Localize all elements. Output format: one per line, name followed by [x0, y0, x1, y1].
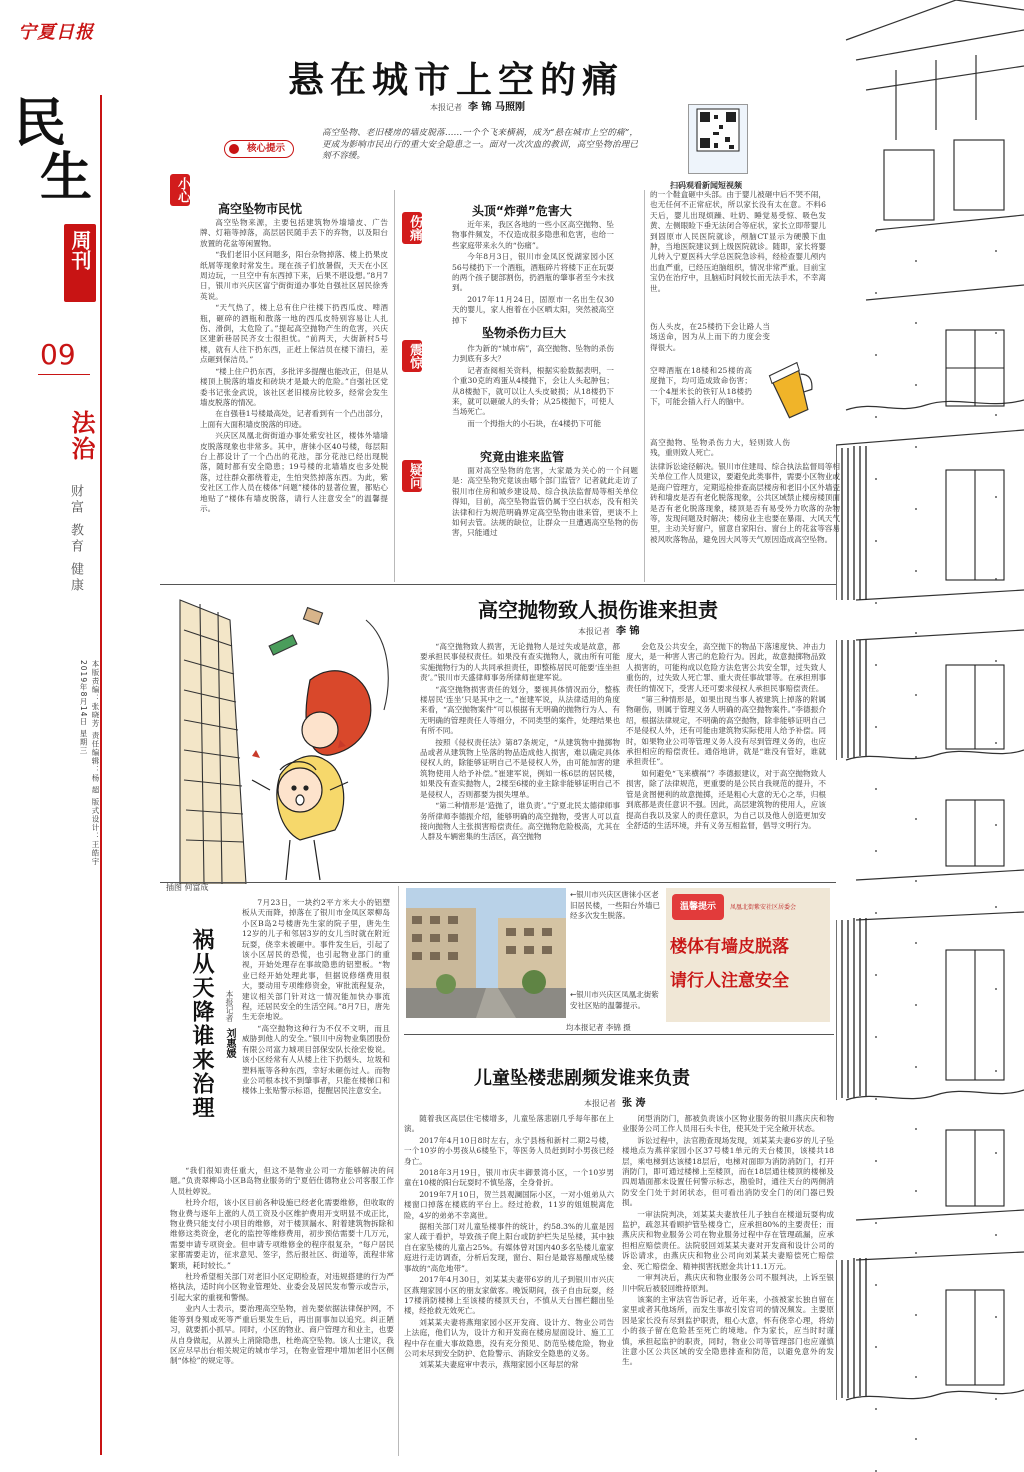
page-number: 09	[40, 338, 76, 371]
a6-p4: 杜玲介绍，该小区目前各种设施已经老化需要维修，但收取的物业费与逐年上涨的人员工资及小区维护费用开支明显不成正比，物业费只能支付小项目的维修，对于楼顶漏水、附着建筑物拆除和维修这类资金，老化的监控等维修费用，初步预估需要十几万元，需要申请专项资金。但申请专项维修金的程序很复杂，“每户居民家都需要走访，征求意见、签字，然后报社区、街道等，流程非常繁琐，耗时较长。”	[170, 1198, 394, 1270]
a7-c1-p6: 2017年4月30日，刘某某夫妻带6岁的儿子到银川市兴庆区燕翔家园小区的朋友家做客。晚饭期间，孩子自由玩耍，经17楼消防楼梯上至该楼的楼顶天台，不慎从天台围栏翻出坠楼，经抢救无效死亡。	[404, 1275, 614, 1316]
a1-p4: “楼上住户扔东西，多批评多提醒也能改正，但是从楼顶上脱落的墙皮和砖块才是最大的危险。”自强社区党委书记张金武说，该社区老旧楼房比较多，经常会发生墙皮脱落的情况。	[200, 366, 388, 407]
building-sketch-illustration	[836, 0, 1024, 1472]
a3-continued-3: 高空抛物、坠物杀伤力大，轻则致人伤残，重则致人死亡。	[650, 438, 790, 458]
sign-header	[672, 894, 724, 920]
a7-col1	[404, 1114, 614, 1454]
weekly-label: 周刊	[68, 230, 92, 270]
a1-p1: 高空坠物来源，主要包括建筑物外墙墙皮、广告牌、灯箱等掉落，高层居民随手丢下的弃物，以及阳台放置的花盆等闲置物。	[200, 218, 388, 248]
a1-heading: 高空坠物市民忧	[218, 202, 303, 216]
tag-zhenjing: 震惊	[402, 340, 422, 372]
a4-p1: 面对高空坠物的危害，大家最为关心的一个问题是：高空坠物究竟该由哪个部门监管？记者就此走访了银川市住房和城乡建设局、综合执法监督局等相关单位得知，目前，高空坠物监管仍属于空白状态，没有相关法律和行为规范明确界定高空坠物由谁来管，更谈不上如何去管。法规的缺位，让群众一旦遭遇高空坠物的伤害，只能通过	[452, 466, 638, 538]
weekly-badge	[64, 224, 96, 302]
a5-byline	[578, 622, 639, 637]
a5-c1-p1: “高空抛物致人损害，无论抛物人是过失或是故意，都要承担民事侵权责任。如果没有查实抛物人，就由所有可能实施抛物行为的人共同承担责任，即整栋居民可能要‘连坐担责’。”银川市天盛律师事务所律师崔建军说。	[420, 642, 620, 683]
a4-body	[452, 466, 638, 578]
a7-byline-label: 本报记者	[584, 1099, 616, 1108]
a2-heading: 头顶“炸弹”危害大	[472, 204, 572, 218]
main-byline	[430, 98, 525, 113]
masthead-logo: 宁夏日报	[18, 22, 94, 43]
a6-body	[242, 898, 390, 1166]
a7-c2-p5: 该案的主审法官告诉记者，近年来，小孩被家长独自留在家里或者其他场所，而发生事故引发官司的情况频发。主要原因是家长没有尽到监护职责，粗心大意，怀有侥幸心理，将幼小的孩子留在危险甚至死亡的境地。作为家长，应当时时谨慎，承担起监护的职责，同时，物业公司等管理部门也应谨慎注意小区公共区域的安全隐患排查和防范，以避免意外的发生。	[622, 1294, 834, 1367]
core-tag	[224, 140, 294, 158]
falling-cup-illustration	[760, 352, 820, 422]
a7-c2-p3: 一审法院判决，刘某某夫妻放任儿子独自在楼道玩耍构成监护，疏忽其看顾护管坠楼身亡，应承担80%的主要责任；而燕庆庆和物业服务公司在物业服务过程中存在管理疏漏，应承担相应赔偿责任。法院驳回刘某某夫妻对开发商和设计公司的诉讼请求，由燕庆庆和物业公司向刘某某夫妻赔偿死亡赔偿金、死亡赔偿金、精神损害抚慰金共计11.1万元。	[622, 1209, 834, 1271]
a3-p2: 记者查阅相关资料，根据实验数据表明，一个重30克的鸡蛋从4楼抛下，会让人头起肿包；从8楼抛下，就可以让人头皮破损；从18楼扔下来，就可以砸破人的头骨；从25楼抛下，可使人当场死亡。	[452, 365, 614, 417]
a4-heading: 究竟由谁来监管	[480, 450, 565, 464]
photo-credit: 均本报记者 李锦 摄	[566, 1023, 631, 1032]
a2-p2: 今年8月3日，银川市金凤区悦湖家园小区56号楼扔下一个酒瓶，酒瓶碎片将楼下正在玩耍的两个孩子腿部割伤，扔酒瓶的肇事者至今未找到。	[452, 252, 614, 293]
a6-byline-label: 本报记者	[225, 990, 234, 1022]
tag-xiaoxin: 小心	[170, 174, 190, 206]
photo2-caption: ←银川市兴庆区凤凰北街紫安社区贴的温馨提示。	[570, 990, 659, 1010]
a1-p5: 在自强巷1号楼最高处，记者看到有一个凸出部分，上面有大面积墙皮脱落的印迹。	[200, 409, 388, 429]
a6-body-lower	[170, 1166, 394, 1456]
a7-c2-p2: 诉讼过程中，法官勘查现场发现，刘某某夫妻6岁的儿子坠楼地点为燕祥家园小区37号楼1单元的天台楼顶，该楼共18层，乘电梯到达该楼18层后，电梯对面即为消防消防门，打开消防门，即可通过楼梯上至楼顶，而在18层通往楼顶的楼梯及四周墙面都未设置任何警示标志，勘验时，通往天台的两侧消防安全门处于封闭状态，但可看出消防安全门的闭门器已毁损。	[622, 1135, 834, 1208]
a7-byline-name: 张 涛	[622, 1098, 646, 1109]
qr-caption: 扫码观看新闻短视频	[670, 181, 742, 190]
a3-p1: 作为新的“城市病”，高空抛物、坠物的杀伤力到底有多大？	[452, 344, 614, 364]
a5-c2-p2: “第三种情形是，如果出现当事人被建筑上掉落的附属物砸伤，则属于管理义务人明确的高空抛物案件。”李德振介绍，根据法律规定，不明确的高空抛物，除非能够证明自己不是侵权人外，还有可能由建筑物实际使用人给予补偿。同时，如果物业公司等管理义务人没有尽到管理义务的，也应承担相应的赔偿责任。通俗地讲，就是“谁没有管好，谁就承担责任”。	[626, 695, 826, 767]
a7-c2-p4: 一审判决后，燕庆庆和物业服务公司不服判决，上诉至银川中院后被驳回维持原判。	[622, 1273, 834, 1293]
a5-title: 高空抛物致人损伤谁来担责	[478, 598, 718, 622]
a7-c1-p2: 2017年4月10日8时左右，永宁县杨和新村二期2号楼，一个10岁的小男孩从6楼坠下，等医务人员赶到时小男孩已经身亡。	[404, 1135, 614, 1166]
a3-p3: 而一个拇指大的小石块，在4楼扔下可能	[467, 418, 602, 428]
core-tag-label: 核心提示	[247, 143, 286, 154]
a5-c1-p4: “第二种情形是‘造抛了，谁负责’。”宁夏北民太德律师事务所律师李德振介绍，能够明确的高空抛物，受害人可以直接向抛物人主张损害赔偿责任。高空抛物危险极高，尤其在人群及车辆密集的生活区，高空抛物	[420, 801, 620, 842]
qr-code[interactable]	[688, 104, 748, 174]
a3-heading: 坠物杀伤力巨大	[482, 326, 567, 340]
sign-line-2: 楼体有墙皮脱落	[670, 937, 789, 957]
sign-line-3: 请行人注意安全	[670, 971, 789, 991]
a2-body	[452, 220, 614, 334]
a5-c1-p2: “高空抛物损害责任的划分，要视具体情况而分，整栋楼居民‘连坐’只是其中之一。”崔建军说，从法律适用的角度来看，“高空抛物案件”可以根据有无明确的抛物行为人、有无明确的管理责任人等细分，不同类型的案件，处理结果也有所不同。	[420, 684, 620, 736]
a7-c1-p1: 随着我区高层住宅楼增多，儿童坠落悲剧几乎每年都在上演。	[404, 1114, 614, 1134]
main-byline-names: 李 锦 马照刚	[468, 102, 525, 113]
a7-c2-p1: 闭型消防门，都被负责该小区物业服务的银川燕庆庆和物业服务公司工作人员用石头卡住，使其处于完全敞开状态。	[622, 1114, 834, 1134]
a7-c1-p5: 据相关部门对儿童坠楼事件的统计，约58.3%的儿童是因家人疏于看护，导致孩子爬上阳台或防护栏失足坠楼，其中独自在家坠楼的儿童占25%。有媒体曾对国内40多名坠楼儿童家庭进行走访调查，分析后发现，窗台、阳台是最容易酿成坠楼事故的“高危地带”。	[404, 1222, 614, 1273]
a5-c2-p1: 会危及公共安全，高空抛下的物品下落速度快、冲击力度大，是一种害人害己的危险行为。因此，故意抛掷物品致人损害的，可能构成以危险方法危害公共安全罪，过失致人重伤的，过失致人死亡罪、重大责任事故罪等。在承担刑事责任的情况下，受害人还可要求侵权人承担民事赔偿责任。	[626, 642, 826, 693]
a2-p1: 近年来，我区各地的一些小区高空抛物、坠物事件频发，不仅造成很多隐患和危害，也给一些家庭带来永久的“伤痛”。	[452, 220, 614, 250]
falling-objects-illustration	[160, 590, 410, 884]
a3-continued-2: 空啤酒瓶在18楼和25楼的高度抛下，均可造成致命伤害；一个4厘米长的铁钉从18楼扔下，可能会插入行人的脑中。	[650, 366, 752, 407]
a5-c1-p3: 按照《侵权责任法》第87条规定，“从建筑物中抛掷物品或者从建筑物上坠落的物品造成他人损害，难以确定具体侵权人的，除能够证明自己不是侵权人外，由可能加害的建筑物使用人给予补偿。”崔建军说，例如一栋6层的居民楼，如果没有查实抛物人，2楼至6楼的业主除非能够证明自己不是侵权人，否则都要为损失埋单。	[420, 737, 620, 799]
a6-p3: “我们很知责任重大，但这不是物业公司一方能够解决的问题。”负责翠柳岛小区B岛物业服务的宁夏佰仕德物业公司客服工作人员杜婷说。	[170, 1166, 394, 1196]
a1-p6: 兴庆区凤凰北街街道办事处紫安社区，楼体外墙墙皮脱落现象也非常多。其中，唐徕小区40号楼，每层阳台上都设计了一个凸出的花池，部分花池已经出现脱落，随时都有安全隐患；19号楼的北墙墙皮也多处脱落，过往群众都绕着走，生怕突然掉落东西。为此，紫安社区工作人员在楼体“问题”楼体的显著位置，都贴心地贴了“楼体有墙皮脱落，请行人注意安全”的温馨提示。	[200, 431, 388, 513]
a2-continued: 的一个鞋盒砸中头部。由于婴儿被砸中后不哭不闹，也无任何不正常症状，所以家长没有太在意。不料6天后，婴儿出现烦躁、吐奶、睡觉易受惊、吸色发黄、左侧眼睑下垂无法闭合等症状，家长立即带婴儿到固原市人民医院就诊，颅脑CT显示为硬膜下血肿，当地医院建议到上级医院就诊。随即，家长将婴儿转入宁夏医科大学总医院急诊科，经检查婴儿颅内出血严重，已经压迫脑组织，情况非常严重。目前宝宝仍在治疗中，且脑疝时间较长而无法手术，不幸离世。	[650, 190, 826, 293]
a6-p5: 杜玲希望相关部门对老旧小区定期检查，对违规搭建的行为严格执法，适时向小区物业管理处、业委会及居民发布警示或告示，引起大家的重视和警惕。	[170, 1272, 394, 1302]
photo1-caption: ←银川市兴庆区唐徕小区老旧居民楼，一些阳台外墙已经多次发生脱落。	[570, 890, 660, 920]
a1-p2: “我们老旧小区问题多，阳台杂物掉落、楼上扔果皮纸屑等现象时常发生。现在孩子们放暑假，天天在小区周边玩，一旦空中有东西掉下来，后果不堪设想。”8月7日，银川市兴庆区富宁街街道办事处自强社区居民徐秀英说。	[200, 250, 388, 301]
a5-col1	[420, 642, 620, 876]
photo-old-buildings	[406, 888, 566, 1018]
subject-label: 法治	[67, 410, 95, 462]
a1-body	[200, 218, 388, 590]
a3-body	[452, 344, 614, 440]
a5-col2	[626, 642, 826, 876]
a7-c1-p3: 2018年3月19日，银川市庆丰御景湾小区，一个10岁男童在10楼的阳台玩耍时不慎坠落，全身骨折。	[404, 1168, 614, 1188]
a5-c2-p3: 如何避免“飞来横祸”？李德振建议，对于高空抛物致人损害，除了法律规范，更重要的是公民自我规范的提升，不管是贪图便利的故意抛掷，还是粗心大意的无心之举，归根到底都是责任意识不强。因此，高层建筑物的使用人，应该提高自我以及家人的责任意识，为自己以及他人创造更加安全舒适的生活环境，并有义务互相监督，倡导文明行为。	[626, 768, 826, 830]
issue-date: 2019年8月14日 星期三	[79, 660, 88, 755]
a5-byline-label: 本报记者	[578, 627, 610, 636]
sign-title: 温馨提示	[679, 902, 716, 912]
a2-p3: 2017年11月24日，固原市一名出生仅30天的婴儿，家人抱着在小区晒太阳，突然被高空掉下	[452, 294, 614, 325]
section-name-bottom: 生	[40, 147, 93, 208]
main-byline-label: 本报记者	[430, 103, 462, 112]
a7-byline	[584, 1094, 645, 1109]
a1-p3: “天气热了，楼上总有住户往楼下扔西瓜皮、啤酒瓶，砸碎的酒瓶和散落一地的西瓜皮特别容易让人扎伤、滑倒，太危险了。”提起高空抛物产生的危害，兴庆区建新巷居民齐女士很担忧。“前两天，大街新村5号楼，就有人往下扔东西，正赶上保洁员在楼下清扫，差点砸到保洁员。”	[200, 303, 388, 365]
a6-p1: 7月23日，一块约2平方米大小的铝塑板从天而降，掉落在了银川市金凤区翠柳岛小区B岛2号楼唐先生家的院子里，唐先生12岁的儿子和邻居3岁的女儿当时就在附近玩耍，侥幸未被砸中。事件发生后，引起了该小区居民的恐慌，也引起物业部门的重视，开始处理存在事故隐患的铝塑板。“物业已经开始处理此事，但据说修缮费用很大，要动用专项维修资金，审批流程复杂，建议相关部门针对这一情况能加快办事流程，还居民安全的生活空间。”8月7日，唐先生无奈地说。	[242, 898, 390, 1022]
qr-code-graphic	[689, 105, 747, 155]
a7-c1-p7: 刘某某夫妻将燕翔家园小区开发商、设计方、物业公司告上法庭，他们认为，设计方和开发商在楼房屋面设计、施工工程中存在重大事故隐患，没有充分预见、防范坠楼危险，物业公司未尽到安全防护、危险警示、消除安全隐患的义务。	[404, 1317, 614, 1358]
a6-byline	[222, 990, 237, 1058]
tag-yiwen: 疑问	[402, 460, 422, 492]
a3-continued: 伤人头皮，在25楼扔下会让路人当场送命，因为从上而下的力度会变得很大。	[650, 322, 770, 352]
main-title: 悬在城市上空的痛	[288, 59, 625, 101]
left-rail	[0, 0, 112, 1472]
photo-warning-sign	[666, 888, 830, 1022]
a6-p6: 业内人士表示，要治理高空坠物，首先要依据法律保护网，不能等到身殒或死等严重后果发生后，再出面事加以追究。纠正陋习，就要抓小抓早。同时，小区的物业、商户管理方和业主，也要从自身做起，从源头上消除隐患，杜绝高空坠物。该人士建议，我区应尽早出台相关规定的城市学习，在物业管理中增加老旧小区侧制“体检”的规定等。	[170, 1304, 394, 1366]
sign-small-text: 凤凰北街紫安社区居委会	[730, 904, 797, 911]
a7-title: 儿童坠楼悲剧频发谁来负责	[474, 1068, 690, 1089]
a7-c1-p8: 刘某某夫妻庭审中表示，燕翔家园小区每层的常	[419, 1360, 579, 1370]
illustration-credit: 插图 何富成	[166, 883, 209, 892]
a4-continued: 法律诉讼途径解决。银川市住建局、综合执法监督局等相关单位工作人员建议，要避免此类事件，需要小区物业或是商户管理方，定期巡检排查高层楼房和老旧小区外墙瓷砖和墙皮是否有老化脱落现象，公共区域禁止楼房楼顶面是否有老化脱落现象，楼顶是否有易受外力吹落的杂物等，发现问题及时解决；楼房业主也要在暴雨、大风天气里，主动关好窗户，留意自家阳台、窗台上的花盆等容易被风吹落物品，避免因大风等天气原因造成高空坠物。	[650, 462, 840, 544]
section-name-top: 民	[14, 93, 67, 154]
a5-byline-name: 李 锦	[616, 626, 640, 637]
a7-c1-p4: 2019年7月10日，贺兰县观澜国际小区，一对小姐弟从六楼窗口掉落在楼底的平台上。经过抢救，11岁的姐姐脱离危险，4岁的弟弟不幸离世。	[404, 1189, 614, 1220]
a6-byline-name: 刘惠媛	[224, 1028, 235, 1058]
tag-shangtong: 伤痛	[402, 212, 422, 244]
other-subjects: 财富 教育 健康	[68, 484, 83, 595]
a6-title: 祸从天降谁来治理	[189, 928, 214, 1120]
a6-p2: “高空抛物这种行为不仅不文明，而且威胁到他人的安全。”银川中房物业集团股份有限公司富力城项目部保安队长徐宏俊说。该小区经常有人从楼上往下扔烟头、垃圾和塑料瓶等各种东西，幸好未砸伤过人。而物业公司根本找不到肇事者，只能在楼梯口和楼体上张贴警示标语，提醒居民注意安全。	[242, 1023, 390, 1096]
editor-credits: 本版责编：张晓芳 责任编辑：杨 超 版式设计：王皓宇	[91, 660, 100, 866]
main-summary: 高空坠物、老旧楼房的墙皮脱落……一个个飞来横祸，成为“悬在城市上空的痛”，更成为影响市民出行的重大安全隐患之一。面对一次次血的教训，高空坠物治理已刻不容缓。	[322, 128, 638, 161]
core-tag-icon	[229, 144, 239, 154]
a7-col2	[622, 1114, 834, 1454]
